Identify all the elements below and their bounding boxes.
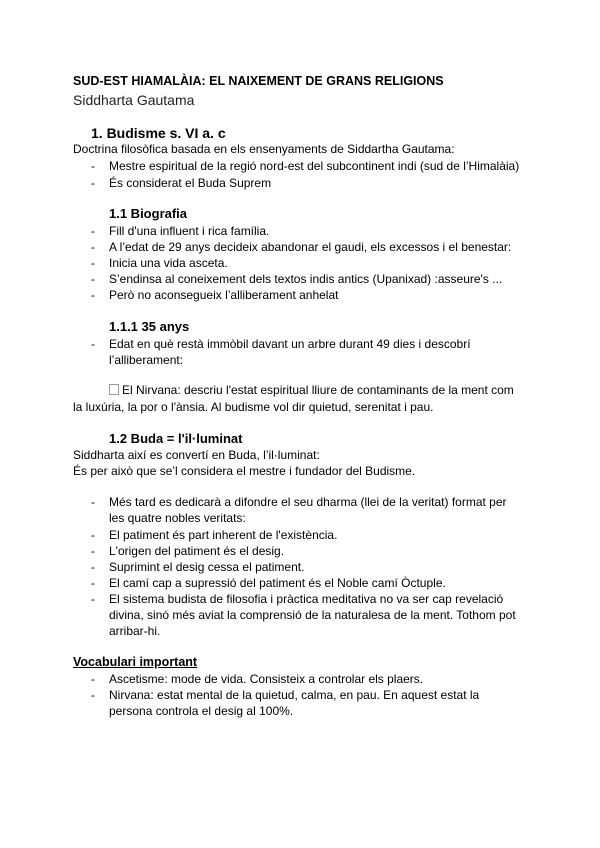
vocabulary-heading: Vocabulari important (73, 655, 198, 669)
nirvana-paragraph (109, 383, 514, 397)
list-dash: - (91, 576, 95, 590)
list-item: Mestre espiritual de la regió nord-est del subcontinent indi (sud de l’Himalàia) (109, 159, 520, 173)
list-item: És considerat el Buda Suprem (109, 176, 272, 190)
list-dash: - (91, 528, 95, 542)
list-item: El sistema budista de filosofia i pràctica meditativa no va ser cap revelació (109, 592, 504, 606)
list-item-continuation: l’alliberament: (109, 353, 184, 367)
section-heading-35-anys: 1.1.1 35 anys (109, 319, 190, 334)
list-dash: - (91, 592, 95, 606)
list-item: S’endinsa al coneixement dels textos indis antics (Upanixad) :asseure's ... (109, 272, 503, 286)
list-item-continuation: divina, sinó més aviat la comprensió de la naturalesa de la ment. Tothom pot (109, 608, 516, 622)
list-item: El camí cap a supressió del patiment és el Noble camí Òctuple. (109, 576, 446, 590)
list-dash: - (91, 256, 95, 270)
list-item-continuation: les quatre nobles veritats: (109, 511, 246, 525)
list-item: L'origen del patiment és el desig. (109, 544, 285, 558)
paragraph-line: Siddharta així es convertí en Buda, l’il·luminat: (73, 448, 320, 462)
list-dash: - (91, 159, 95, 173)
paragraph-line: És per això que se’l considera el mestre i fundador del Budisme. (73, 464, 416, 478)
document-title: SUD-EST HIAMALÀIA: EL NAIXEMENT DE GRANS RELIGIONS (73, 74, 444, 88)
list-item: Suprimint el desig cessa el patiment. (109, 560, 305, 574)
list-dash: - (91, 240, 95, 254)
section-heading-biografia: 1.1 Biografia (109, 206, 188, 221)
list-dash: - (91, 288, 95, 302)
list-dash: - (91, 272, 95, 286)
list-dash: - (91, 688, 95, 702)
checkbox-glyph-icon (109, 384, 119, 395)
list-dash: - (91, 544, 95, 558)
document-subtitle: Siddharta Gautama (73, 92, 195, 108)
list-dash: - (91, 224, 95, 238)
list-dash: - (91, 672, 95, 686)
list-item-continuation: persona controla el desig al 100%. (109, 704, 294, 718)
list-dash: - (91, 176, 95, 190)
section-heading-buda: 1.2 Buda = l'il·luminat (109, 431, 243, 446)
section-intro: Doctrina filosòfica basada en els ensenyaments de Siddartha Gautama: (73, 142, 455, 156)
list-dash: - (91, 495, 95, 509)
list-item: Ascetisme: mode de vida. Consisteix a controlar els plaers. (109, 672, 424, 686)
list-item: Fill d'una influent i rica família. (109, 224, 270, 238)
list-item: Edat en què restà immòbil davant un arbre durant 49 dies i descobrí (109, 337, 471, 351)
list-dash: - (91, 337, 95, 351)
list-item-continuation: arribar-hi. (109, 624, 161, 638)
list-item: A l’edat de 29 anys decideix abandonar el gaudi, els excessos i el benestar: (109, 240, 512, 254)
list-item: El patiment és part inherent de l'existència. (109, 528, 338, 542)
list-item: Més tard es dedicarà a difondre el seu dharma (llei de la veritat) format per (109, 495, 507, 509)
section-heading-budisme: 1. Budisme s. VI a. c (91, 125, 226, 141)
list-item: Però no aconsegueix l’alliberament anhelat (109, 288, 339, 302)
nirvana-text: El Nirvana: descriu l'estat espiritual lliure de contaminants de la ment com (122, 383, 514, 397)
list-item: Inicia una vida asceta. (109, 256, 228, 270)
list-dash: - (91, 560, 95, 574)
list-item: Nirvana: estat mental de la quietud, calma, en pau. En aquest estat la (109, 688, 480, 702)
nirvana-paragraph-continuation: la luxúria, la por o l'ànsia. Al budisme vol dir quietud, serenitat i pau. (73, 400, 434, 414)
